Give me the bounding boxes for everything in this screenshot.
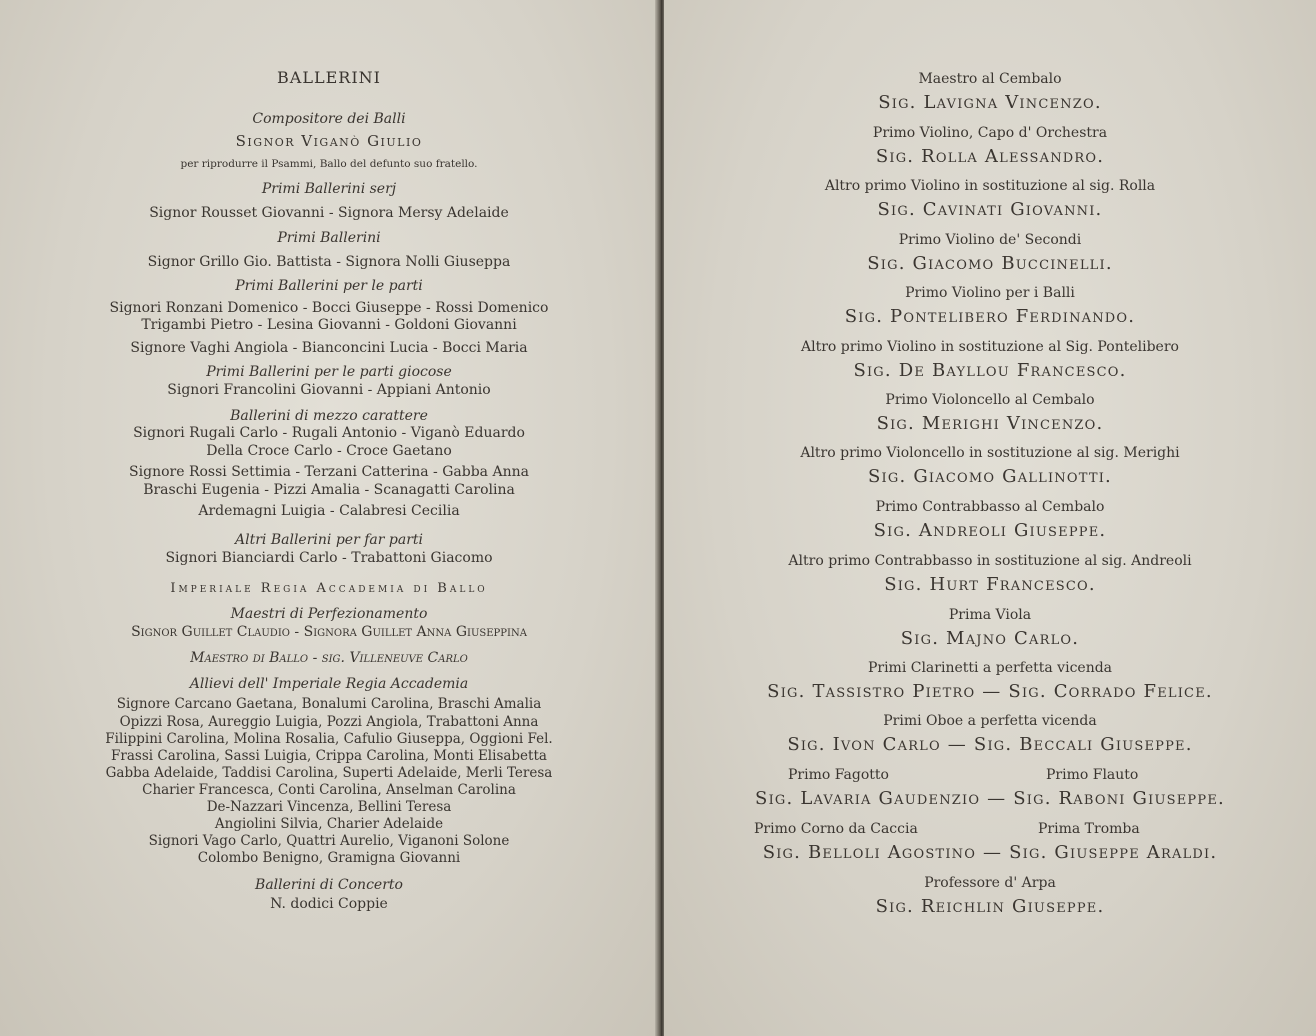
- allievi-line: Colombo Benigno, Gramigna Giovanni: [197, 850, 461, 866]
- mezzo-line: Della Croce Carlo - Croce Gaetano: [206, 443, 452, 459]
- compositore-note: per riprodurre il Psammi, Ballo del defunto suo fratello.: [180, 158, 478, 170]
- primi-label: Primi Ballerini: [277, 230, 381, 246]
- mezzo-line: Signori Rugali Carlo - Rugali Antonio - Viganò Eduardo: [133, 425, 525, 441]
- allievi-line: Charier Francesca, Conti Carolina, Anselman Carolina: [142, 782, 516, 798]
- entry-label: Prima Viola: [948, 607, 1032, 623]
- allievi-line: Filippini Carolina, Molina Rosalia, Cafulio Giuseppa, Oggioni Fel.: [105, 731, 553, 747]
- entry-name: Sig. Pontelibero Ferdinando.: [844, 306, 1136, 327]
- giocose-names: Signori Francolini Giovanni - Appiani Antonio: [167, 382, 491, 398]
- parti-line: Signori Ronzani Domenico - Bocci Giuseppe - Rossi Domenico: [109, 300, 549, 316]
- entry-name: Sig. Giacomo Gallinotti.: [868, 466, 1112, 487]
- entry-name: Sig. Tassistro Pietro — Sig. Corrado Felice.: [767, 681, 1213, 702]
- right-page: [664, 0, 1316, 1036]
- entry-label: Primo Violino, Capo d' Orchestra: [872, 125, 1108, 141]
- concerto-label: Ballerini di Concerto: [255, 877, 403, 893]
- altri-label: Altri Ballerini per far parti: [235, 532, 423, 548]
- compositore-name: Signor Viganò Giulio: [235, 132, 423, 150]
- entry-name: Sig. Giacomo Buccinelli.: [867, 253, 1113, 274]
- entry-name: Sig. Hurt Francesco.: [884, 574, 1096, 595]
- entry-name: Sig. Andreoli Giuseppe.: [873, 520, 1107, 541]
- flauto-label: Primo Flauto: [1046, 767, 1139, 783]
- entry-name: Sig. Merighi Vincenzo.: [876, 413, 1104, 434]
- entry-label: Primo Violoncello al Cembalo: [885, 392, 1095, 408]
- arpa-name: Sig. Reichlin Giuseppe.: [875, 896, 1105, 917]
- entry-name: Sig. Majno Carlo.: [900, 628, 1080, 649]
- entry-label: Altro primo Violoncello in sostituzione al sig. Merighi: [800, 445, 1180, 461]
- entry-label: Altro primo Contrabbasso in sostituzione al sig. Andreoli: [788, 553, 1192, 569]
- entry-label: Primo Violino de' Secondi: [898, 232, 1082, 248]
- allievi-line: Gabba Adelaide, Taddisi Carolina, Superti Adelaide, Merli Teresa: [105, 765, 553, 781]
- entry-name: Sig. Lavigna Vincenzo.: [878, 92, 1102, 113]
- allievi-line: Frassi Carolina, Sassi Luigia, Crippa Carolina, Monti Elisabetta: [111, 748, 547, 764]
- entry-name: Sig. De Bayllou Francesco.: [853, 360, 1127, 381]
- concerto-value: N. dodici Coppie: [270, 896, 388, 912]
- entry-name: Sig. Ivon Carlo — Sig. Beccali Giuseppe.: [787, 734, 1193, 755]
- arpa-label: Professore d' Arpa: [924, 875, 1056, 891]
- entry-label: Primi Oboe a perfetta vicenda: [883, 713, 1097, 729]
- allievi-line: Angiolini Silvia, Charier Adelaide: [214, 816, 444, 832]
- giocose-label: Primi Ballerini per le parti giocose: [206, 364, 452, 380]
- compositore-label: Compositore dei Balli: [252, 111, 406, 127]
- parti-line: Trigambi Pietro - Lesina Giovanni - Goldoni Giovanni: [141, 317, 517, 333]
- maestro-ballo: Maestro di Ballo - sig. Villeneuve Carlo: [190, 650, 468, 666]
- parti-line: Signore Vaghi Angiola - Bianconcini Lucia - Bocci Maria: [130, 340, 528, 356]
- serj-names: Signor Rousset Giovanni - Signora Mersy Adelaide: [149, 205, 509, 221]
- entry-label: Primo Contrabbasso al Cembalo: [875, 499, 1105, 515]
- allievi-line: De-Nazzari Vincenza, Bellini Teresa: [206, 799, 452, 815]
- allievi-line: Opizzi Rosa, Aureggio Luigia, Pozzi Angiola, Trabattoni Anna: [119, 714, 539, 730]
- primi-names: Signor Grillo Gio. Battista - Signora Nolli Giuseppa: [147, 254, 511, 270]
- allievi-line: Signori Vago Carlo, Quattri Aurelio, Viganoni Solone: [148, 833, 510, 849]
- accademia-title: Imperiale Regia Accademia di Ballo: [170, 581, 488, 596]
- mezzo-line: Braschi Eugenia - Pizzi Amalia - Scanagatti Carolina: [143, 482, 515, 498]
- allievi-line: Signore Carcano Gaetana, Bonalumi Carolina, Braschi Amalia: [116, 696, 542, 712]
- entry-label: Primo Violino per i Balli: [905, 285, 1075, 301]
- altri-names: Signori Bianciardi Carlo - Trabattoni Giacomo: [165, 550, 493, 566]
- serj-label: Primi Ballerini serj: [261, 181, 397, 197]
- entry-name: Sig. Cavinati Giovanni.: [877, 199, 1103, 220]
- mezzo-label: Ballerini di mezzo carattere: [230, 408, 428, 424]
- parti-label: Primi Ballerini per le parti: [235, 278, 423, 294]
- allievi-label: Allievi dell' Imperiale Regia Accademia: [189, 676, 469, 692]
- tromba-label: Prima Tromba: [1038, 821, 1140, 837]
- fagotto-label: Primo Fagotto: [788, 767, 889, 783]
- entry-label: Altro primo Violino in sostituzione al Sig. Pontelibero: [801, 339, 1179, 355]
- page-title: BALLERINI: [277, 68, 381, 87]
- entry-name: Sig. Rolla Alessandro.: [875, 146, 1105, 167]
- mezzo-line: Ardemagni Luigia - Calabresi Cecilia: [198, 503, 460, 519]
- mezzo-line: Signore Rossi Settimia - Terzani Catterina - Gabba Anna: [129, 464, 529, 480]
- entry-label: Primi Clarinetti a perfetta vicenda: [867, 660, 1113, 676]
- entry-label: Maestro al Cembalo: [918, 71, 1062, 87]
- fagotto-flauto-names: Sig. Lavaria Gaudenzio — Sig. Raboni Giuseppe.: [755, 788, 1225, 809]
- corno-tromba-names: Sig. Belloli Agostino — Sig. Giuseppe Araldi.: [762, 842, 1218, 863]
- maestri-names: Signor Guillet Claudio - Signora Guillet Anna Giuseppina: [131, 624, 527, 640]
- entry-label: Altro primo Violino in sostituzione al sig. Rolla: [824, 178, 1156, 194]
- corno-label: Primo Corno da Caccia: [754, 821, 918, 837]
- maestri-label: Maestri di Perfezionamento: [230, 606, 428, 622]
